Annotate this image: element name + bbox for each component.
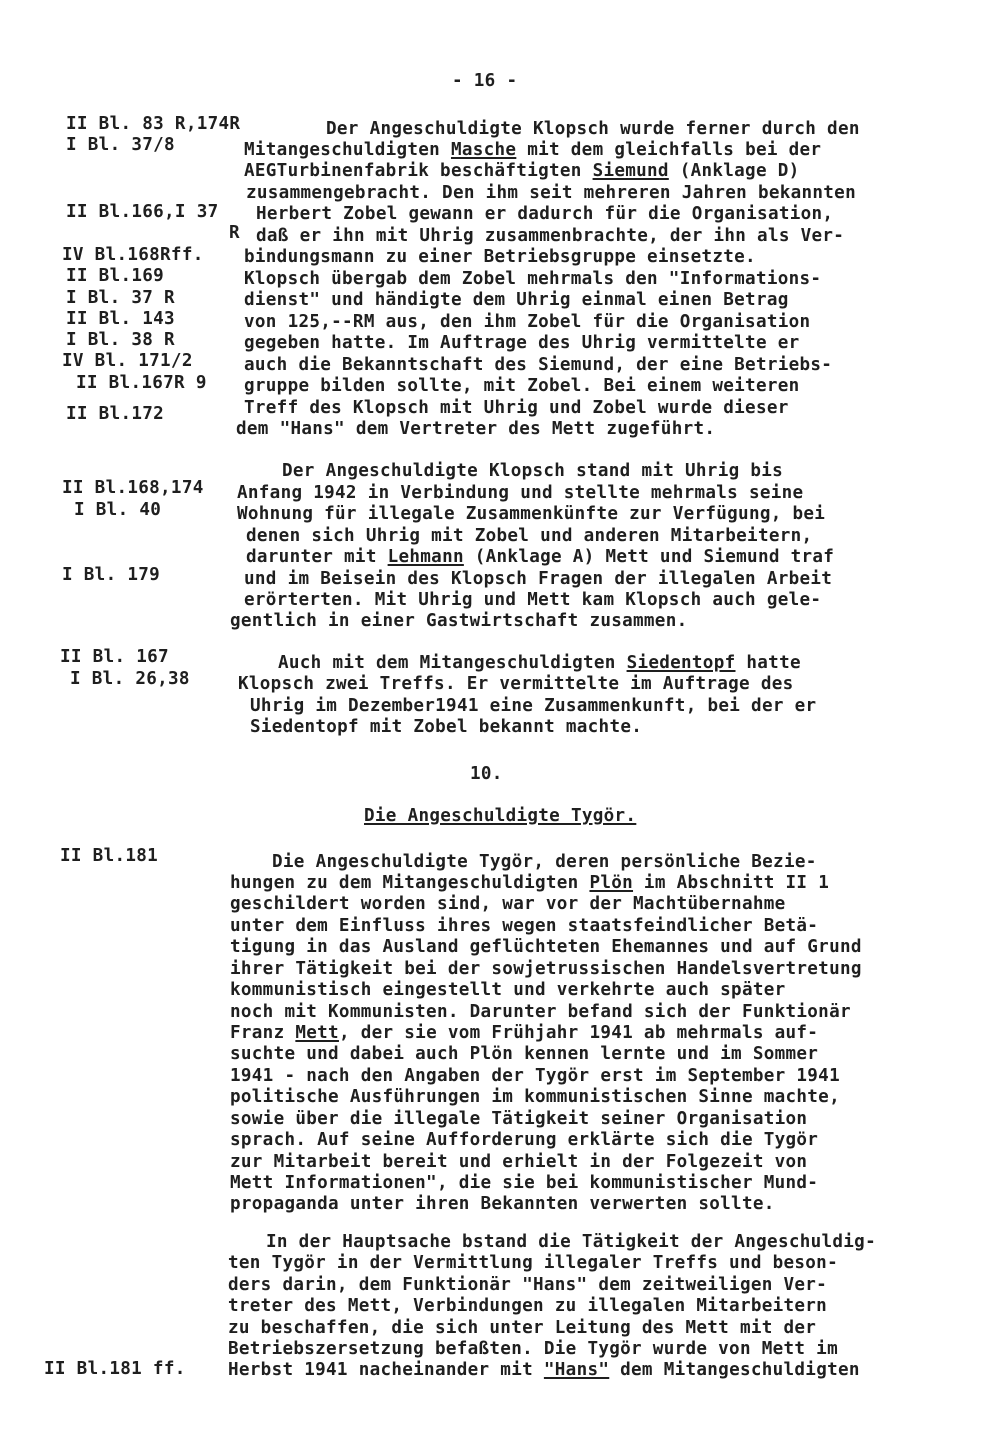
body-line: ders darin, dem Funktionär "Hans" dem zeitweiligen Ver- (228, 1275, 828, 1295)
text: hungen zu dem Mitangeschuldigten (230, 873, 590, 893)
body-line: ihrer Tätigkeit bei der sowjetrussischen Handelsvertretung (230, 959, 862, 979)
body-line: Anfang 1942 in Verbindung und stellte mehrmals seine (237, 483, 804, 503)
body-line: tigung in das Ausland geflüchteten Ehemannes und auf Grund (230, 937, 862, 957)
margin-ref: I Bl. 37/8 (66, 135, 175, 155)
section-heading: Die Angeschuldigte Tygör. (364, 806, 637, 826)
body-line: dienst" und händigte dem Uhrig einmal einen Betrag (244, 290, 789, 310)
body-line: 1941 - nach den Angaben der Tygör erst im September 1941 (230, 1066, 840, 1086)
body-line: sprach. Auf seine Aufforderung erklärte sich die Tygör (230, 1130, 819, 1150)
body-line: sowie über die illegale Tätigkeit seiner Organisation (230, 1109, 808, 1129)
margin-ref: IV Bl. 171/2 (62, 351, 193, 371)
text: im Abschnitt II 1 (633, 873, 830, 893)
body-line: auch die Bekanntschaft des Siemund, der eine Betriebs- (244, 355, 833, 375)
text: (Anklage D) (668, 161, 800, 181)
body-line: Treff des Klopsch mit Uhrig und Zobel wurde dieser (244, 398, 789, 418)
margin-ref: II Bl. 167 (60, 647, 169, 667)
body-line: Mett Informationen", die sie bei kommunistischer Mund- (230, 1173, 819, 1193)
underlined-name: Plön (589, 873, 634, 893)
underlined-name: Lehmann (387, 547, 464, 567)
body-line: Siedentopf mit Zobel bekannt machte. (250, 717, 643, 737)
underlined-name: Siedentopf (626, 653, 736, 673)
margin-ref: II Bl.167R 9 (76, 373, 207, 393)
text: darunter mit (246, 547, 388, 567)
body-line: zusammengebracht. Den ihm seit mehreren Jahren bekannten (246, 183, 856, 203)
body-line: dem "Hans" dem Vertreter des Mett zugeführt. (236, 419, 716, 439)
underlined-name: Mett (295, 1023, 339, 1043)
body-line (230, 1022, 818, 1044)
body-line: Klopsch übergab dem Zobel mehrmals den "Informations- (244, 269, 822, 289)
body-line: unter dem Einfluss ihres wegen staatsfeindlicher Betä- (230, 916, 819, 936)
body-line: geschildert worden sind, war vor der Machtübernahme (230, 894, 786, 914)
margin-ref: I Bl. 179 (62, 565, 161, 585)
text: hatte (735, 653, 801, 673)
margin-ref: II Bl.168,174 (62, 478, 204, 498)
underlined-name: Masche (450, 140, 517, 160)
body-line: gruppe bilden sollte, mit Zobel. Bei einem weiteren (244, 376, 800, 396)
margin-ref: II Bl.166,I 37 (66, 202, 219, 222)
underlined-name: Siemund (592, 161, 669, 181)
text: AEGTurbinenfabrik beschäftigten (244, 161, 593, 181)
body-line: Der Angeschuldigte Klopsch wurde ferner durch den (326, 119, 860, 139)
margin-ref: I Bl. 26,38 (70, 669, 190, 689)
text: (Anklage A) Mett und Siemund traf (463, 547, 835, 567)
body-line: In der Hauptsache bstand die Tätigkeit der Angeschuldig- (266, 1232, 876, 1252)
margin-ref: II Bl.181 ff. (44, 1359, 186, 1379)
body-line (278, 652, 801, 674)
body-line: Wohnung für illegale Zusammenkünfte zur Verfügung, bei (237, 504, 826, 524)
text: Mitangeschuldigten (244, 140, 451, 160)
margin-ref: I Bl. 37 R (66, 288, 175, 308)
text: dem Mitangeschuldigten (609, 1360, 860, 1380)
margin-ref: II Bl.172 (66, 404, 165, 424)
margin-ref: II Bl. 143 (66, 309, 175, 329)
margin-ref: I Bl. 40 (74, 500, 162, 520)
text: Herbst 1941 nacheinander mit (228, 1360, 544, 1380)
body-line: propaganda unter ihren Bekannten verwerten sollte. (230, 1194, 775, 1214)
section-number: 10. (470, 764, 503, 784)
margin-ref: IV Bl.168Rff. (62, 245, 204, 265)
body-line: und im Beisein des Klopsch Fragen der illegalen Arbeit (244, 569, 833, 589)
margin-ref: II Bl.181 (60, 846, 159, 866)
body-line: noch mit Kommunisten. Darunter befand sich der Funktionär (230, 1002, 851, 1022)
body-line: treter des Mett, Verbindungen zu illegalen Mitarbeitern (228, 1296, 828, 1316)
body-line: denen sich Uhrig mit Zobel und anderen Mitarbeitern, (246, 526, 813, 546)
body-line: bindungsmann zu einer Betriebsgruppe einsetzte. (244, 247, 756, 267)
body-line (244, 160, 800, 182)
body-line (244, 139, 821, 161)
body-line: ten Tygör in der Vermittlung illegaler Treffs und beson- (228, 1253, 838, 1273)
body-line (230, 872, 829, 894)
margin-ref: R (229, 223, 240, 243)
body-line: politische Ausführungen im kommunistischen Sinne machte, (230, 1087, 840, 1107)
body-line: zur Mitarbeit bereit und erhielt in der Folgezeit von (230, 1152, 808, 1172)
body-line: suchte und dabei auch Plön kennen lernte und im Sommer (230, 1044, 819, 1064)
underlined-name: "Hans" (543, 1360, 610, 1380)
text: , der sie vom Frühjahr 1941 ab mehrmals auf- (338, 1023, 819, 1043)
text: mit dem gleichfalls bei der (516, 140, 822, 160)
body-line: Klopsch zwei Treffs. Er vermittelte im Auftrage des (238, 674, 794, 694)
body-line: zu beschaffen, die sich unter Leitung des Mett mit der (228, 1318, 817, 1338)
body-line: gentlich in einer Gastwirtschaft zusammen. (230, 611, 688, 631)
page-number: - 16 - (452, 71, 518, 91)
body-line: erörterten. Mit Uhrig und Mett kam Klopsch auch gele- (244, 590, 822, 610)
margin-ref: II Bl.169 (66, 266, 165, 286)
text: Auch mit dem Mitangeschuldigten (278, 653, 627, 673)
body-line: Die Angeschuldigte Tygör, deren persönliche Bezie- (272, 852, 817, 872)
body-line: von 125,--RM aus, den ihm Zobel für die Organisation (244, 312, 811, 332)
body-line: kommunistisch eingestellt und verkehrte auch später (230, 980, 786, 1000)
body-line: Betriebszersetzung befaßten. Die Tygör wurde von Mett im (228, 1339, 838, 1359)
margin-ref: I Bl. 38 R (66, 330, 175, 350)
body-line: gegeben hatte. Im Auftrage des Uhrig vermittelte er (244, 333, 800, 353)
body-line: Uhrig im Dezember1941 eine Zusammenkunft, bei der er (250, 696, 817, 716)
body-line (246, 546, 834, 568)
body-line: Herbert Zobel gewann er dadurch für die Organisation, (256, 204, 834, 224)
text: Franz (230, 1023, 296, 1043)
margin-ref: II Bl. 83 R,174R (66, 114, 241, 134)
body-line (228, 1359, 860, 1381)
body-line: daß er ihn mit Uhrig zusammenbrachte, der ihn als Ver- (256, 226, 845, 246)
body-line: Der Angeschuldigte Klopsch stand mit Uhrig bis (282, 461, 784, 481)
